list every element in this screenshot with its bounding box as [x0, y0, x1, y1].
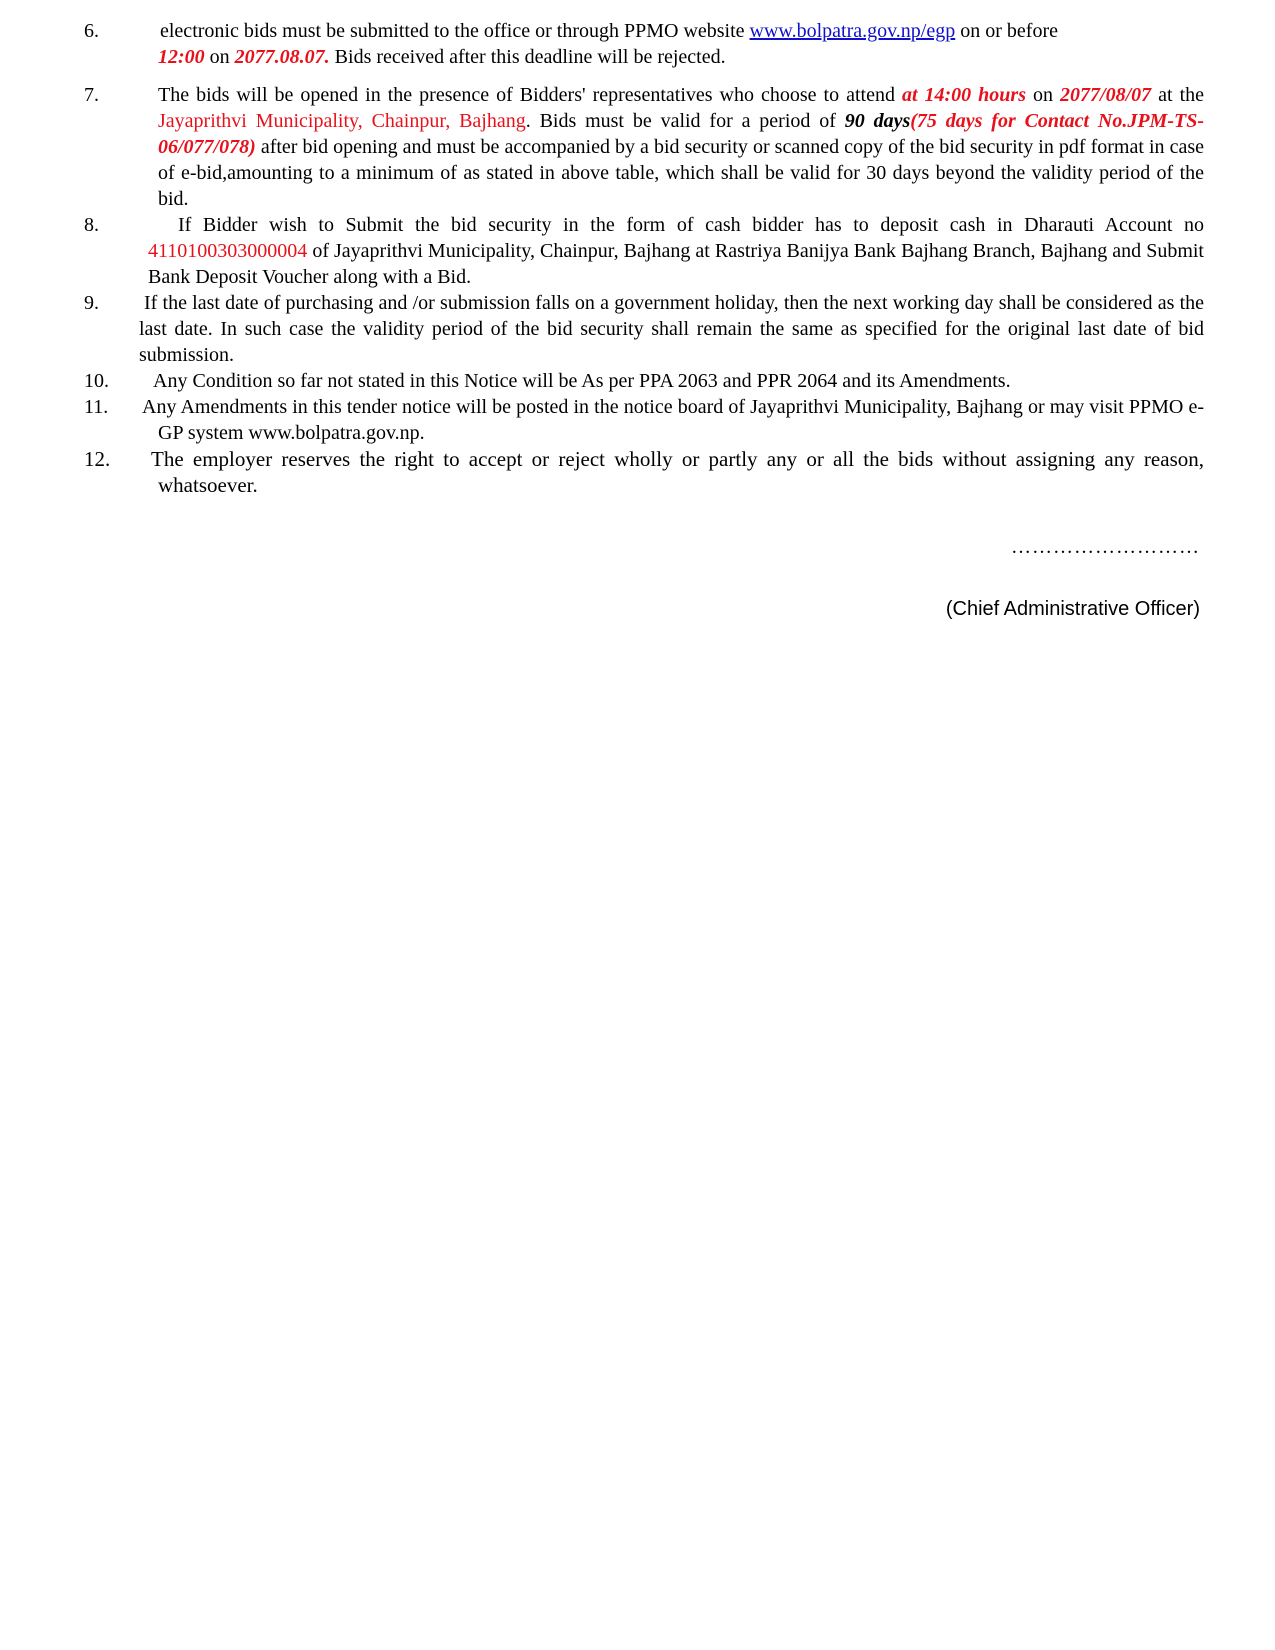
clause-text-part: . Bids must be valid for a period of — [525, 110, 845, 132]
clause-text-part: after bid opening and must be accompanied by a bid security or scanned copy of the bid security in pdf format in case of e-bid,amounting to a minimum of as stated in above table, which shall be valid for 30 days beyond the validity period of the bid. — [158, 136, 1204, 210]
clause-text-part: of Jayaprithvi Municipality, Chainpur, Bajhang at Rastriya Banijya Bank Bajhang Branch, Bajhang and Submit Bank Deposit Voucher along with a Bid. — [148, 240, 1204, 288]
validity-period: 90 days — [844, 110, 911, 132]
clause-text-part: electronic bids must be submitted to the office or through PPMO website — [160, 20, 750, 42]
clause-text-part: on — [1026, 84, 1061, 106]
clause-text-part: on — [204, 46, 235, 68]
signatory-title: (Chief Administrative Officer) — [945, 598, 1200, 620]
account-number: 4110100303000004 — [148, 240, 308, 262]
validity-exception: (75 days for Contact No.JPM-TS-06/077/078) — [158, 110, 1204, 158]
clause-text — [84, 82, 1204, 212]
deadline-date: 2077.08.07. — [234, 46, 330, 68]
clause-number: 11. — [84, 396, 109, 418]
clause-text-part: Any Condition so far not stated in this Notice will be As per PPA 2063 and PPR 2064 and its Amendments. — [153, 370, 1011, 392]
clause-text-part: The bids will be opened in the presence of Bidders' representatives who choose to attend — [158, 84, 902, 106]
deadline-time: 12:00 — [158, 46, 205, 68]
clause-text — [84, 368, 1204, 394]
signature-line: ……………………… — [1011, 536, 1200, 558]
clause-number: 8. — [84, 214, 99, 236]
egp-website-link[interactable]: www.bolpatra.gov.np/egp — [749, 20, 956, 42]
clause-text-part: on or before — [955, 20, 1058, 42]
opening-time: at 14:00 hours — [901, 84, 1026, 106]
opening-date: 2077/08/07 — [1060, 84, 1152, 106]
clause-number: 9. — [84, 292, 99, 314]
clause-text-part: at the — [1151, 84, 1205, 106]
clause-text — [84, 212, 1204, 290]
clause-text-part: Bids received after this deadline will be rejected. — [329, 46, 726, 68]
clause-10 — [84, 368, 1204, 394]
clause-6 — [84, 18, 1204, 70]
clause-text-part: Any Amendments in this tender notice will be posted in the notice board of Jayaprithvi Municipality, Bajhang or may visit PPMO e-GP system www.bolpatra.gov.np. — [142, 396, 1204, 444]
clause-number: 12. — [84, 447, 111, 471]
clause-number: 10. — [84, 370, 109, 392]
clause-text-part: If Bidder wish to Submit the bid security in the form of cash bidder has to deposit cash in Dharauti Account no — [178, 214, 1204, 236]
opening-location: Jayaprithvi Municipality, Chainpur, Bajhang — [158, 110, 526, 132]
clause-text — [84, 290, 1204, 368]
clause-number: 7. — [84, 84, 99, 106]
clause-text-part: The employer reserves the right to accept or reject wholly or partly any or all the bids without assigning any reason, whatsoever. — [151, 447, 1204, 497]
clause-text — [84, 18, 1204, 70]
clause-text — [84, 446, 1204, 498]
clause-number: 6. — [84, 20, 99, 42]
clause-text-part: If the last date of purchasing and /or submission falls on a government holiday, then the next working day shall be considered as the last date. In such case the validity period of the bid security shall remain the same as specified for the original last date of bid submission. — [139, 292, 1204, 366]
clause-8 — [84, 212, 1204, 290]
clause-11 — [84, 394, 1204, 446]
clause-7 — [84, 82, 1204, 212]
clause-text — [84, 394, 1204, 446]
clause-12 — [84, 446, 1204, 498]
clause-9 — [84, 290, 1204, 368]
